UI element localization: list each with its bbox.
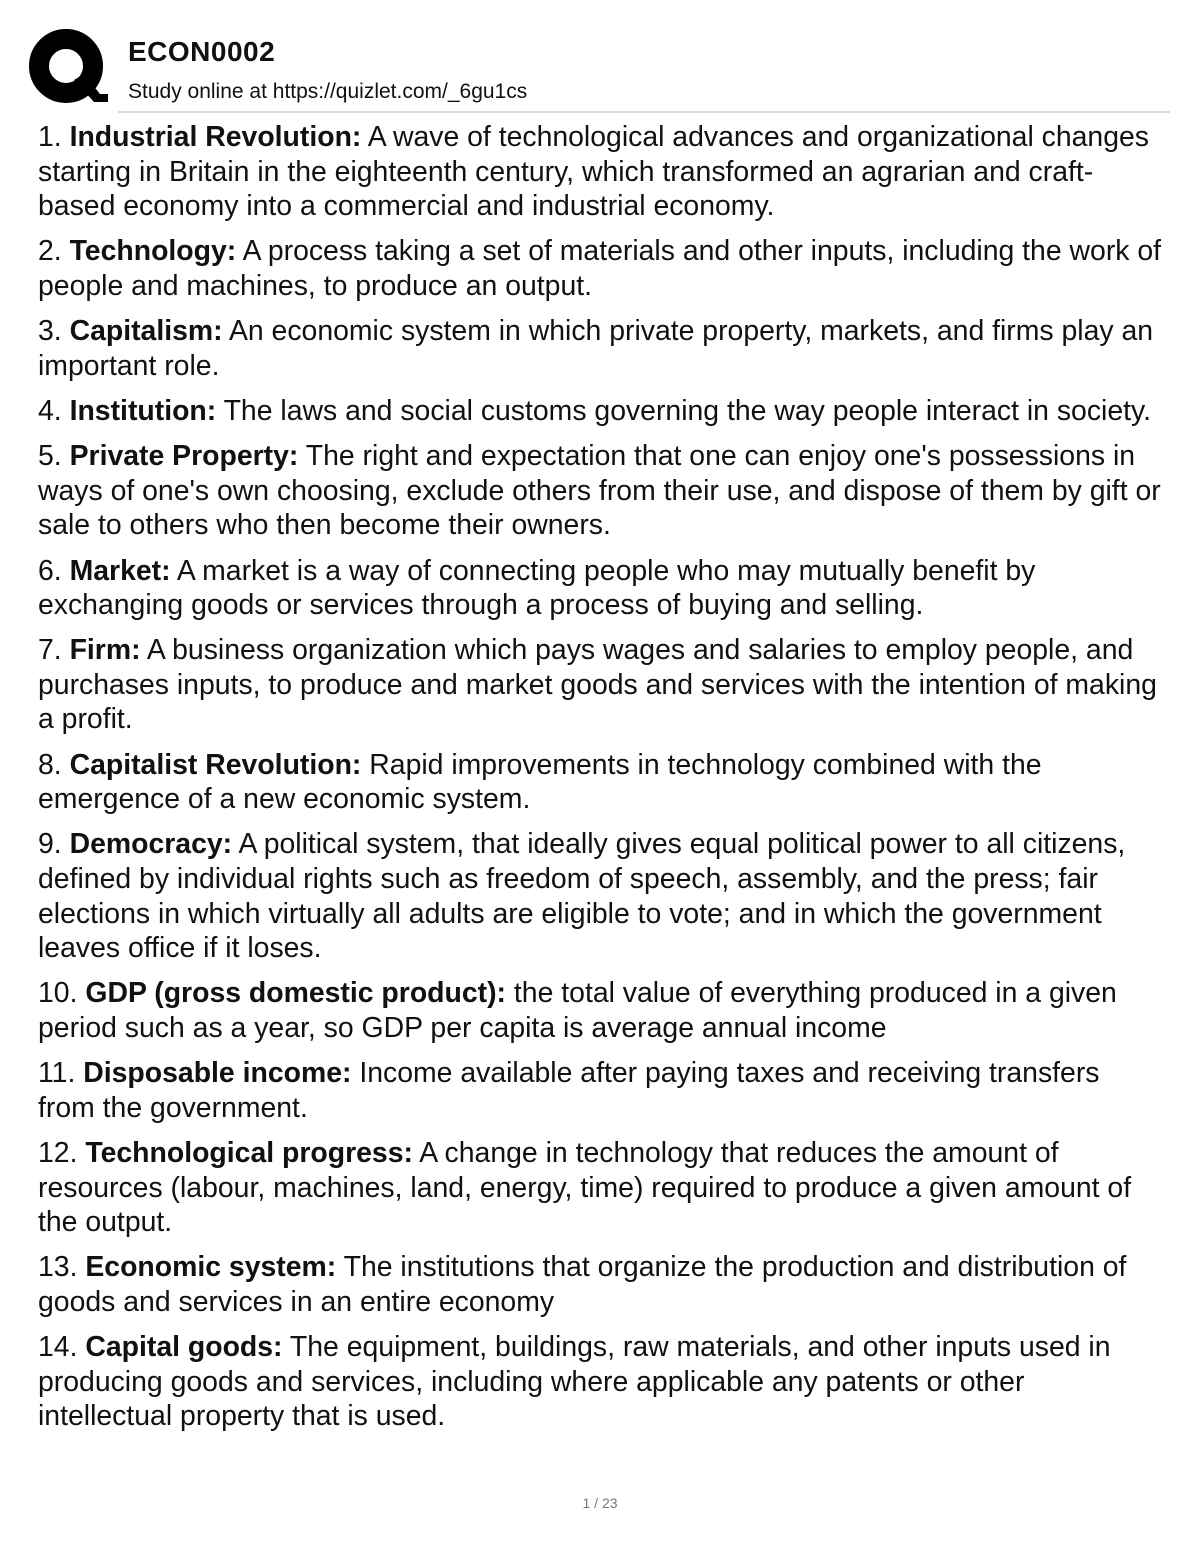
term-definition: A change in technology that reduces the amount of resources (labour, machines, land, energy, time) required to produce a given amount of the output. — [38, 1136, 1132, 1239]
term-number: 4. — [38, 394, 62, 427]
term-definition: The laws and social customs governing the way people interact in society. — [223, 394, 1151, 427]
page-indicator: 1 / 23 — [582, 1495, 618, 1511]
term-number: 10. — [38, 977, 78, 1010]
term-item — [38, 827, 1164, 965]
term-number: 9. — [38, 828, 62, 861]
header-divider — [118, 111, 1170, 113]
term-item — [38, 976, 1164, 1045]
term-definition: The right and expectation that one can enjoy one's possessions in ways of one's own choosing, exclude others from their use, and dispose of them by gift or sale to others who then become their owners. — [38, 440, 1161, 542]
term-item — [38, 633, 1164, 737]
term-number: 6. — [38, 554, 62, 587]
term-name: Disposable income: — [83, 1057, 352, 1090]
term-number: 14. — [38, 1331, 78, 1364]
term-name: Capitalism: — [69, 315, 223, 348]
term-definition: Rapid improvements in technology combined with the emergence of a new economic system. — [38, 748, 1042, 816]
term-definition: The institutions that organize the production and distribution of goods and services in an entire economy — [38, 1251, 1127, 1318]
term-name: Technology: — [69, 235, 237, 268]
deck-title: ECON0002 — [128, 36, 276, 67]
term-item — [38, 314, 1164, 383]
term-item — [38, 1056, 1164, 1125]
term-number: 7. — [38, 634, 62, 667]
term-item — [38, 1330, 1164, 1434]
term-item — [38, 120, 1164, 224]
term-definition: A wave of technological advances and organizational changes starting in Britain in the eighteenth century, which transformed an agrarian and craft-based economy into a commercial and industrial economy. — [38, 121, 1149, 223]
terms-list — [38, 120, 1164, 1445]
term-name: GDP (gross domestic product): — [85, 977, 507, 1010]
term-number: 3. — [38, 315, 62, 348]
term-definition: A process taking a set of materials and other inputs, including the work of people and machines, to produce an output. — [38, 235, 1162, 302]
term-name: Firm: — [69, 634, 141, 667]
term-number: 12. — [38, 1136, 78, 1169]
term-definition: A market is a way of connecting people who may mutually benefit by exchanging goods or services through a process of buying and selling. — [38, 554, 1036, 622]
term-item — [38, 554, 1164, 623]
term-number: 8. — [38, 748, 62, 781]
term-number: 1. — [38, 121, 62, 153]
term-name: Economic system: — [85, 1251, 337, 1284]
term-definition: An economic system in which private property, markets, and firms play an important role. — [38, 315, 1154, 382]
term-name: Market: — [69, 554, 171, 587]
term-definition: Income available after paying taxes and receiving transfers from the government. — [38, 1057, 1100, 1124]
term-name: Institution: — [69, 394, 217, 427]
study-online-link-text: Study online at https://quizlet.com/_6gu1cs — [128, 80, 528, 103]
term-number: 2. — [38, 235, 62, 268]
term-item — [38, 234, 1164, 303]
term-item — [38, 1250, 1164, 1319]
term-name: Capitalist Revolution: — [69, 748, 362, 781]
term-name: Democracy: — [69, 828, 233, 861]
term-definition: the total value of everything produced in a given period such as a year, so GDP per capita is average annual income — [38, 977, 1117, 1044]
quizlet-q-logo-icon — [28, 28, 108, 108]
term-name: Capital goods: — [85, 1331, 283, 1364]
term-name: Industrial Revolution: — [69, 121, 362, 153]
page-header — [28, 28, 1172, 112]
term-item — [38, 439, 1164, 543]
term-item — [38, 394, 1164, 429]
term-number: 13. — [38, 1251, 78, 1284]
term-name: Technological progress: — [85, 1136, 413, 1169]
term-definition: A political system, that ideally gives equal political power to all citizens, defined by individual rights such as freedom of speech, assembly, and the press; fair elections in which virtually all adults are eligible to vote; and in which the government leaves office if it loses. — [38, 828, 1126, 965]
term-item — [38, 748, 1164, 817]
term-definition: The equipment, buildings, raw materials, and other inputs used in producing goods and services, including where applicable any patents or other intellectual property that is used. — [38, 1331, 1111, 1433]
term-number: 5. — [38, 440, 62, 473]
term-definition: A business organization which pays wages and salaries to employ people, and purchases inputs, to produce and market goods and services with the intention of making a profit. — [38, 634, 1157, 736]
term-name: Private Property: — [69, 440, 299, 473]
term-item — [38, 1136, 1164, 1240]
term-number: 11. — [38, 1057, 76, 1090]
